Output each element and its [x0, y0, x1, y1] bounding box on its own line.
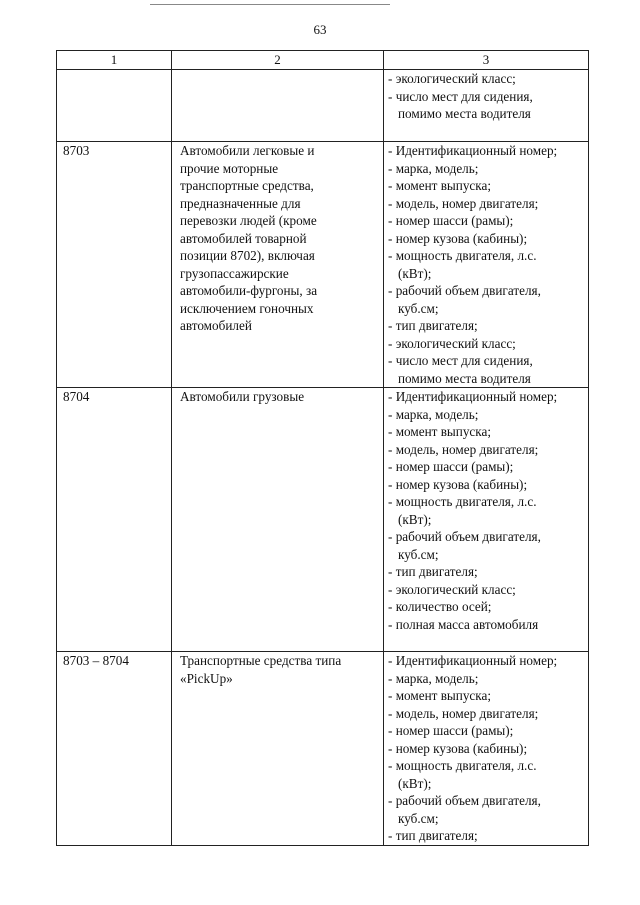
column-header-1: 1: [57, 51, 172, 70]
attribute-item: [388, 493, 588, 528]
goods-attributes-table: [56, 50, 589, 846]
attribute-line: - число мест для сидения,: [388, 88, 533, 104]
goods-name-line: «PickUp»: [180, 670, 233, 686]
attribute-item: [388, 352, 588, 387]
attributes-cell: [384, 70, 589, 142]
attribute-line: - номер кузова (кабины);: [388, 230, 528, 246]
attribute-item: [388, 740, 588, 758]
attribute-item: [388, 70, 588, 88]
attribute-line: - модель, номер двигателя;: [388, 441, 539, 457]
table-row: [57, 652, 589, 846]
goods-name-cell: [172, 652, 384, 846]
goods-name-line: Автомобили грузовые: [180, 389, 305, 404]
attribute-line: - Идентификационный номер;: [388, 143, 558, 158]
attribute-item: [388, 458, 588, 476]
attribute-line: - марка, модель;: [388, 670, 479, 686]
attribute-item: [388, 212, 588, 230]
attribute-item: [388, 317, 588, 335]
attribute-line: (кВт);: [398, 265, 432, 281]
attribute-item: [388, 757, 588, 792]
attribute-line: - количество осей;: [388, 599, 492, 614]
hs-code: 8703: [63, 143, 90, 158]
attribute-item: [388, 88, 588, 123]
attribute-line: - номер шасси (рамы);: [388, 459, 514, 474]
attribute-item: [388, 616, 588, 634]
attribute-line: - марка, модель;: [388, 160, 479, 176]
attribute-line: - рабочий объем двигателя,: [388, 793, 541, 808]
hs-code-cell: [57, 142, 172, 388]
goods-name-line: Транспортные средства типа: [180, 653, 342, 668]
goods-name-line: позиции 8702), включая: [180, 248, 315, 263]
attribute-line: помимо места водителя: [398, 106, 531, 121]
column-header-2: 2: [172, 51, 384, 70]
attributes-cell: [384, 142, 589, 388]
goods-name-line: предназначенные для: [180, 195, 301, 211]
attribute-line: - рабочий объем двигателя,: [388, 529, 541, 544]
attribute-item: [388, 670, 588, 688]
attribute-item: [388, 282, 588, 317]
attribute-item: [388, 581, 588, 599]
hs-code-cell: [57, 70, 172, 142]
attribute-line: (кВт);: [398, 511, 432, 527]
attribute-line: - экологический класс;: [388, 71, 516, 86]
attribute-line: - момент выпуска;: [388, 688, 492, 703]
attribute-item: [388, 230, 588, 248]
hs-code: 8704: [63, 389, 90, 404]
goods-name-line: перевозки людей (кроме: [180, 213, 317, 228]
attribute-line: - экологический класс;: [388, 335, 516, 351]
attribute-item: [388, 598, 588, 616]
table-row: [57, 142, 589, 388]
attribute-item: [388, 388, 588, 406]
hs-code-cell: [57, 388, 172, 652]
attribute-line: - полная масса автомобиля: [388, 616, 539, 632]
attribute-line: - Идентификационный номер;: [388, 389, 558, 404]
attribute-line: - номер шасси (рамы);: [388, 213, 514, 228]
attribute-item: [388, 722, 588, 740]
attribute-line: (кВт);: [398, 775, 432, 791]
attribute-line: - тип двигателя;: [388, 828, 478, 843]
table-row: [57, 70, 589, 142]
hs-code: 8703 – 8704: [63, 653, 129, 668]
goods-name-line: грузопассажирские: [180, 265, 289, 281]
attribute-line: - тип двигателя;: [388, 564, 478, 579]
goods-name-line: исключением гоночных: [180, 300, 314, 316]
attribute-line: - мощность двигателя, л.с.: [388, 758, 537, 773]
attribute-line: - рабочий объем двигателя,: [388, 283, 541, 298]
goods-name-line: автомобилей: [180, 318, 252, 333]
attribute-item: [388, 528, 588, 563]
attribute-line: помимо места водителя: [398, 370, 531, 386]
attribute-line: - номер кузова (кабины);: [388, 740, 528, 756]
attribute-line: куб.см;: [398, 300, 439, 316]
hs-code-cell: [57, 652, 172, 846]
attribute-line: - Идентификационный номер;: [388, 653, 558, 668]
goods-name-cell: [172, 70, 384, 142]
attribute-line: куб.см;: [398, 810, 439, 826]
attribute-line: - мощность двигателя, л.с.: [388, 248, 537, 263]
attribute-line: - тип двигателя;: [388, 318, 478, 333]
table-row: [57, 388, 589, 652]
attributes-cell: [384, 388, 589, 652]
attribute-line: - мощность двигателя, л.с.: [388, 494, 537, 509]
goods-name-line: автомобили-фургоны, за: [180, 283, 318, 298]
attribute-item: [388, 476, 588, 494]
attribute-line: - номер кузова (кабины);: [388, 476, 528, 492]
attribute-item: [388, 406, 588, 424]
attribute-item: [388, 335, 588, 353]
attribute-item: [388, 247, 588, 282]
goods-name-line: автомобилей товарной: [180, 230, 307, 246]
attribute-item: [388, 652, 588, 670]
goods-name-line: транспортные средства,: [180, 178, 314, 193]
attribute-item: [388, 827, 588, 845]
attribute-line: - момент выпуска;: [388, 424, 492, 439]
attribute-line: - марка, модель;: [388, 406, 479, 422]
attribute-line: - момент выпуска;: [388, 178, 492, 193]
attribute-item: [388, 441, 588, 459]
attribute-item: [388, 563, 588, 581]
goods-name-line: Автомобили легковые и: [180, 143, 315, 158]
attribute-line: - модель, номер двигателя;: [388, 705, 539, 721]
attribute-item: [388, 792, 588, 827]
attribute-line: - номер шасси (рамы);: [388, 723, 514, 738]
attribute-line: - число мест для сидения,: [388, 353, 533, 368]
attribute-item: [388, 177, 588, 195]
attribute-item: [388, 142, 588, 160]
goods-name-line: прочие моторные: [180, 160, 279, 176]
attribute-item: [388, 160, 588, 178]
page-number: 63: [313, 22, 327, 37]
attribute-item: [388, 423, 588, 441]
attribute-item: [388, 195, 588, 213]
attributes-cell: [384, 652, 589, 846]
attribute-line: - экологический класс;: [388, 581, 516, 597]
attribute-item: [388, 687, 588, 705]
scan-top-line: [150, 4, 390, 5]
attribute-line: куб.см;: [398, 546, 439, 562]
goods-name-cell: [172, 388, 384, 652]
column-header-3: 3: [384, 51, 589, 70]
attribute-item: [388, 705, 588, 723]
attribute-line: - модель, номер двигателя;: [388, 195, 539, 211]
goods-name-cell: [172, 142, 384, 388]
table-header-row: [57, 51, 589, 70]
